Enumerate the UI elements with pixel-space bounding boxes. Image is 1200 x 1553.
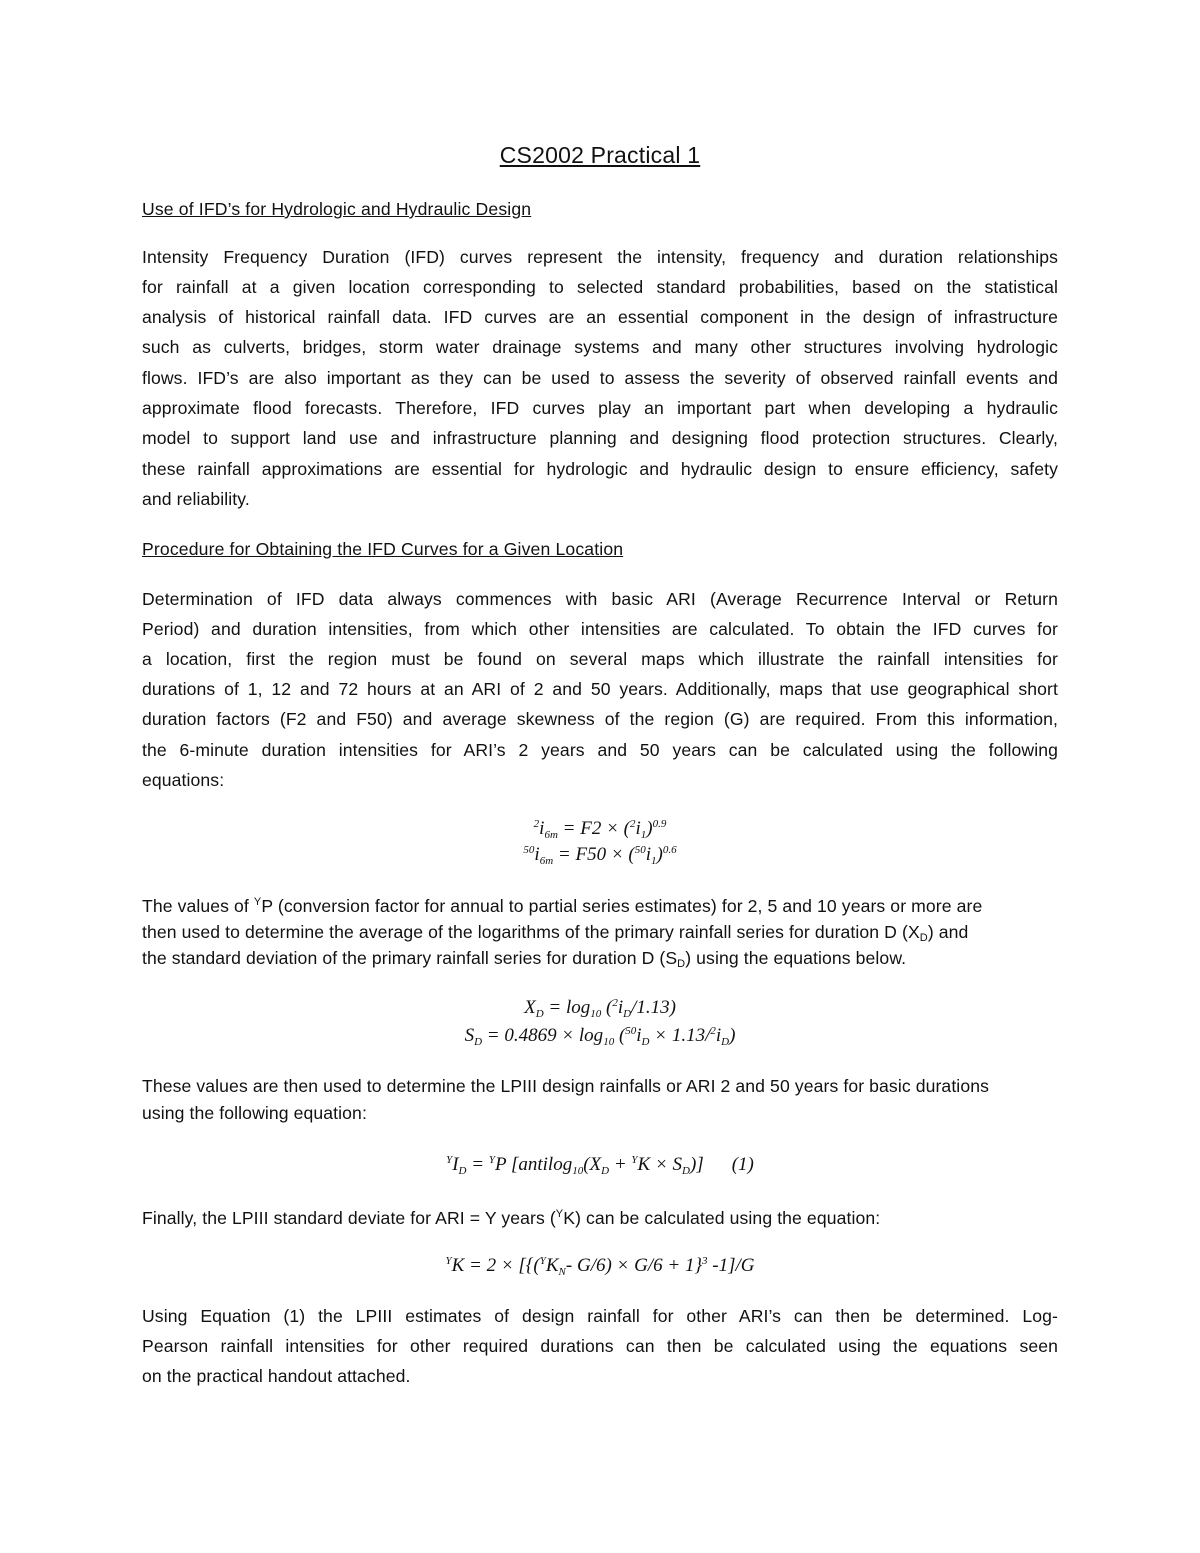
equation-xd: $X_D = \log_{10} (^2i_D/1.13)$ [524,997,676,1020]
paragraph-line: for rainfall at a given location corresponding to selected standard probabilities, based on the statistical [142,277,1058,297]
page-title: CS2002 Practical 1 [499,142,701,168]
paragraph-line: Determination of IFD data always commences with basic ARI (Average Recurrence Interval or Return [142,589,1058,609]
paragraph-line: the 6-minute duration intensities for ARI’s 2 years and 50 years can be calculated using the following [142,740,1058,760]
paragraph-line: the standard deviation of the primary rainfall series for duration D $(S_D)$ using the equations below. [142,948,907,970]
equation-standard-deviate: $^YK = 2 \times [\{(^YK_N-$ G/6) × G/6 + 1}$^3$ -1]/G [445,1255,755,1278]
paragraph-line: These values are then used to determine the LPIII design rainfalls or ARI 2 and 50 years for basic durations [142,1076,989,1096]
section-heading-procedure: Procedure for Obtaining the IFD Curves for a Given Location [142,539,624,559]
paragraph-line: Finally, the LPIII standard deviate for ARI = Y years ($^Y$K) can be calculated using the equation: [142,1208,881,1228]
paragraph-line: The values of $^Y$P (conversion factor for annual to partial series estimates) for 2, 5 and 10 years or more are [142,896,983,916]
paragraph-line: analysis of historical rainfall data. IFD curves are an essential component in the design of infrastructure [142,307,1058,327]
paragraph-line: on the practical handout attached. [142,1366,411,1386]
paragraph-line: Pearson rainfall intensities for other required durations can then be calculated using the equations seen [142,1336,1058,1356]
equation-sd: $S_D = 0.4869 \times \log_{10} (^{50}i_D \times 1.13/^2i_D)$ [464,1025,736,1048]
paragraph-line: Intensity Frequency Duration (IFD) curves represent the intensity, frequency and duration relationships [142,247,1058,267]
paragraph-line: durations of 1, 12 and 72 hours at an ARI of 2 and 50 years. Additionally, maps that use geographical short [142,679,1058,699]
paragraph-line: flows. IFD’s are also important as they can be used to assess the severity of observed rainfall events and [142,368,1058,388]
paragraph-line: using the following equation: [142,1103,367,1123]
paragraph-line: equations: [142,770,225,790]
paragraph-line: a location, first the region must be found on several maps which illustrate the rainfall intensities for [142,649,1058,669]
paragraph-line: duration factors (F2 and F50) and average skewness of the region (G) are required. From this information, [142,709,1058,729]
equation-50yr-6min: $^{50}i_{6m} = F50 \times (^{50}i_1)^{0.6}$ [523,844,677,867]
paragraph-line: such as culverts, bridges, storm water drainage systems and many other structures involving hydrologic [142,337,1058,357]
paragraph-line: Using Equation (1) the LPIII estimates of design rainfall for other ARI’s can then be determined. Log- [142,1306,1058,1326]
paragraph-line: approximate flood forecasts. Therefore, IFD curves play an important part when developing a hydraulic [142,398,1058,418]
paragraph-line: Period) and duration intensities, from which other intensities are calculated. To obtain the IFD curves for [142,619,1058,639]
paragraph-line: these rainfall approximations are essential for hydrologic and hydraulic design to ensure efficiency, safety [142,459,1058,479]
paragraph-line: model to support land use and infrastructure planning and designing flood protection structures. Clearly, [142,428,1058,448]
section-heading-ifd-use: Use of IFD’s for Hydrologic and Hydraulic Design [142,199,532,219]
equation-2yr-6min: $^2i_{6m} = F2 \times (^2i_1)^{0.9}$ [533,818,667,841]
paragraph-line: and reliability. [142,489,250,509]
equation-number: (1) [731,1154,754,1175]
equation-1-design-rainfall: $^YI_D = ^YP$ $[antilog_{10}(X_D + ^YK \times S_D)]$ (1) [446,1154,754,1177]
paragraph-line: then used to determine the average of the logarithms of the primary rainfall series for duration D $(X_D)$ and [142,922,969,944]
